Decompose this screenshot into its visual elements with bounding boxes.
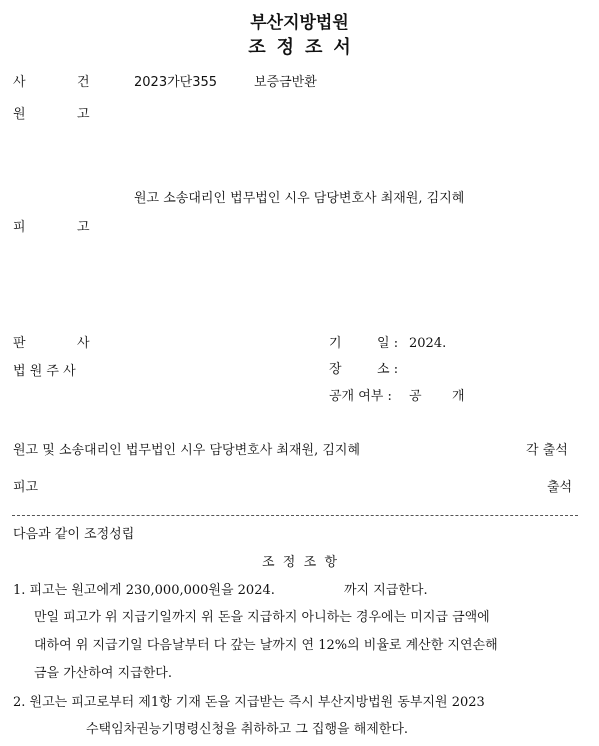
plaintiff-label-char-2: 고 — [77, 107, 90, 122]
case-label-char-1: 사 — [13, 75, 26, 90]
clause-1-line-3: 대하여 위 지급기일 다음날부터 다 갚는 날까지 연 12%의 비율로 계산한 지연손해 — [34, 638, 498, 653]
plaintiff-label-char-1: 원 — [13, 107, 26, 122]
clause-2-line-1: 2. 원고는 피고로부터 제1항 기재 돈을 지급받는 즉시 부산지방법원 동부지원 2023 — [13, 695, 485, 710]
defendant-redacted-area — [118, 214, 578, 300]
place-label-char-1: 장 — [329, 362, 342, 377]
case-name: 보증금반환 — [254, 75, 317, 90]
clause-1-line-4: 금을 가산하여 지급한다. — [34, 666, 172, 681]
case-number: 2023가단355 — [134, 75, 218, 90]
date-label-char-1: 기 — [329, 336, 342, 351]
clause-2-line-2: 수택임차권능기명령신청을 취하하고 그 집행을 해제한다. — [86, 722, 409, 737]
disclosure-value-char-2: 개 — [452, 389, 465, 404]
disclosure-label: 공개 여부 : — [329, 389, 392, 404]
court-clerk-label: 법 원 주 사 — [13, 364, 76, 379]
settlement-clauses-title: 조 정 조 항 — [261, 555, 338, 570]
disclosure-value-char-1: 공 — [409, 389, 422, 404]
defendant-attendance-status: 출석 — [547, 480, 573, 495]
dashed-divider — [12, 515, 578, 516]
clause-1-prefix: 1. 피고는 원고에게 230,000,000원을 2024. — [13, 583, 275, 598]
judge-label-char-1: 판 — [13, 336, 26, 351]
settlement-intro: 다음과 같이 조정성립 — [13, 527, 135, 542]
plaintiff-attendance-status: 각 출석 — [526, 443, 568, 458]
date-label-char-2: 일 : — [377, 336, 399, 351]
defendant-attendance-line: 피고 — [13, 480, 39, 495]
plaintiff-attendance-line: 원고 및 소송대리인 법무법인 시우 담당변호사 최재원, 김지혜 — [13, 443, 361, 458]
clause-1-suffix: 까지 지급한다. — [344, 583, 428, 598]
case-label-char-2: 건 — [77, 75, 90, 90]
plaintiff-representative: 원고 소송대리인 법무법인 시우 담당변호사 최재원, 김지혜 — [134, 191, 465, 206]
defendant-label-char-1: 피 — [13, 220, 26, 235]
place-label-char-2: 소 : — [377, 362, 399, 377]
court-name: 부산지방법원 — [250, 13, 349, 33]
defendant-label-char-2: 고 — [77, 220, 90, 235]
clause-1-line-2: 만일 피고가 위 지급기일까지 위 돈을 지급하지 아니하는 경우에는 미지급 금액에 — [34, 610, 490, 625]
document-title: 조정조서 — [248, 37, 362, 58]
plaintiff-redacted-area — [118, 100, 558, 162]
session-date: 2024. — [409, 336, 447, 351]
judge-label-char-2: 사 — [77, 336, 90, 351]
